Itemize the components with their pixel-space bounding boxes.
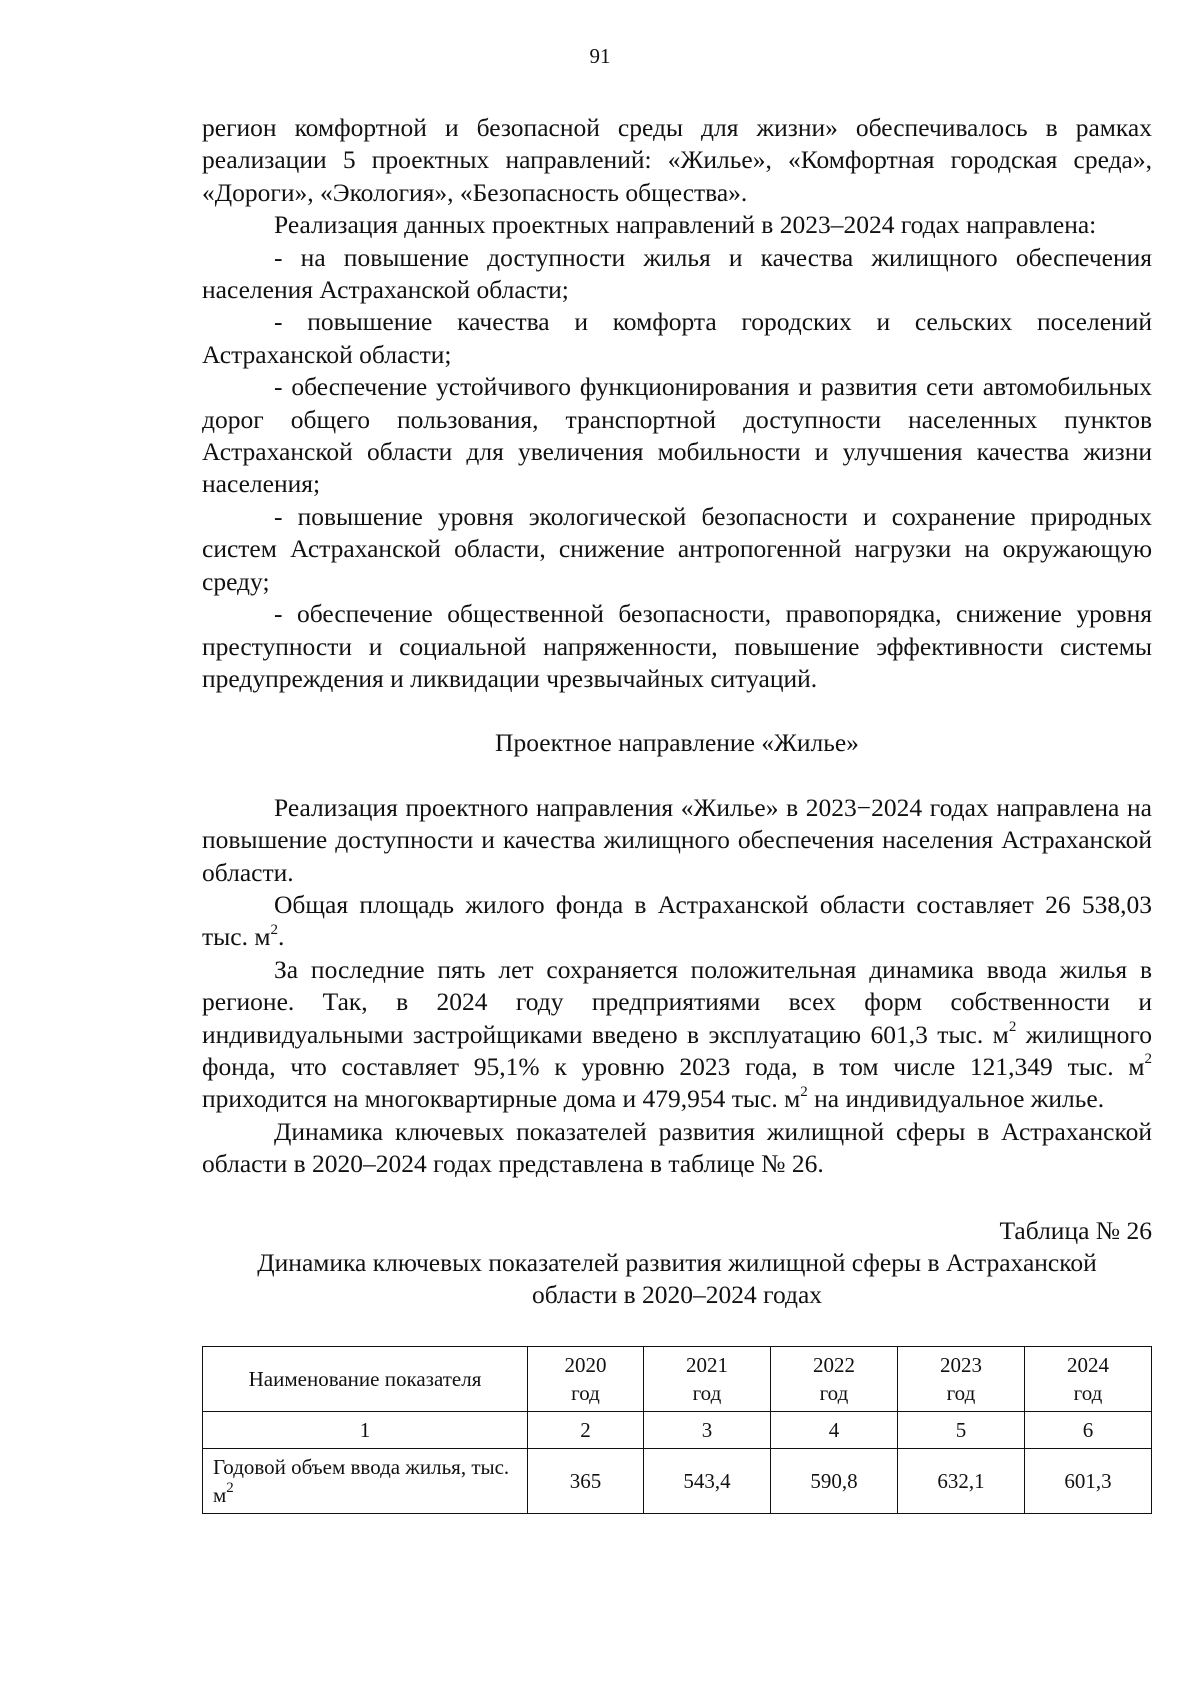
numbering-cell: 2 bbox=[528, 1411, 644, 1448]
header-year-cell: 2020 год bbox=[528, 1346, 644, 1411]
section-title: Проектное направление «Жилье» bbox=[495, 728, 859, 758]
dynamics-text-1: За последние пять лет сохраняется положительная динамика ввода жилья в регионе. Так, в 2024 году предприятиями всех форм собственности и индивидуальными застройщиками введено в эксплуатацию 601,3 тыс. м bbox=[202, 954, 1152, 1049]
indicators-table bbox=[202, 1346, 1152, 1514]
header-year-cell: 2021 год bbox=[643, 1346, 770, 1411]
section-paragraph-dynamics bbox=[202, 954, 1152, 1116]
header-year-cell: 2023 год bbox=[897, 1346, 1024, 1411]
bullet-urban-comfort: - повышение качества и комфорта городских и сельских поселений Астраханской области; bbox=[202, 307, 1152, 369]
bullet-roads: - обеспечение устойчивого функционирования и развития сети автомобильных дорог общего пользования, транспортной доступности населенных пунктов Астраханской области для увеличения мобильности и улучшения качества жизни населения; bbox=[202, 372, 1152, 499]
table-caption-number: Таблица № 26 bbox=[999, 1215, 1152, 1245]
numbering-cell: 5 bbox=[897, 1411, 1024, 1448]
header-year-cell: 2022 год bbox=[770, 1346, 897, 1411]
bullet-safety: - обеспечение общественной безопасности, правопорядка, снижение уровня преступности и социальной напряженности, повышение эффективности системы предупреждения и ликвидации чрезвычайных ситуаций. bbox=[202, 599, 1152, 693]
superscript: 2 bbox=[270, 921, 278, 938]
table-caption-title: Динамика ключевых показателей развития жилищной сферы в Астраханской области в 2020–2024 годах bbox=[257, 1248, 1097, 1310]
superscript: 2 bbox=[1144, 1051, 1152, 1068]
bullet-ecology: - повышение уровня экологической безопасности и сохранение природных систем Астраханской области, снижение антропогенной нагрузки на окружающую среду; bbox=[202, 501, 1152, 596]
dynamics-text-2: жилищного фонда, что составляет 95,1% к уровню 2023 года, в том числе 121,349 тыс. м bbox=[202, 1019, 1152, 1081]
numbering-cell: 4 bbox=[770, 1411, 897, 1448]
document-body bbox=[202, 112, 1152, 1514]
numbering-cell: 1 bbox=[203, 1411, 528, 1448]
section-paragraph-area bbox=[202, 889, 1152, 954]
header-year-cell: 2024 год bbox=[1024, 1346, 1151, 1411]
dynamics-text-4: на индивидуальное жилье. bbox=[807, 1084, 1105, 1114]
value-cell: 590,8 bbox=[770, 1448, 897, 1513]
table-numbering-row bbox=[203, 1411, 1152, 1448]
bullet-housing: - на повышение доступности жилья и качества жилищного обеспечения населения Астраханской области; bbox=[202, 242, 1152, 305]
numbering-cell: 6 bbox=[1024, 1411, 1151, 1448]
dynamics-text-3: приходится на многоквартирные дома и 479,954 тыс. м bbox=[202, 1084, 801, 1114]
section-paragraph-goal: Реализация проектного направления «Жилье» в 2023−2024 годах направлена на повышение доступности и качества жилищного обеспечения населения Астраханской области. bbox=[202, 792, 1152, 887]
header-name-cell: Наименование показателя bbox=[203, 1346, 528, 1411]
value-cell: 632,1 bbox=[897, 1448, 1024, 1513]
superscript: 2 bbox=[800, 1083, 808, 1100]
area-text: Общая площадь жилого фонда в Астраханской области составляет 26 538,03 тыс. м bbox=[202, 889, 1152, 952]
area-text-end: . bbox=[277, 922, 285, 952]
value-cell: 365 bbox=[528, 1448, 644, 1513]
value-cell: 543,4 bbox=[643, 1448, 770, 1513]
row-label-cell: Годовой объем ввода жилья, тыс. $м^2$ bbox=[203, 1448, 528, 1513]
superscript: 2 bbox=[1008, 1019, 1017, 1036]
numbering-cell: 3 bbox=[643, 1411, 770, 1448]
page-number: 91 bbox=[589, 44, 611, 68]
superscript: 2 bbox=[226, 1479, 234, 1496]
value-cell: 601,3 bbox=[1024, 1448, 1151, 1513]
paragraph-directions: Реализация данных проектных направлений в 2023–2024 годах направлена: bbox=[274, 210, 1097, 240]
section-paragraph-table-ref: Динамика ключевых показателей развития жилищной сферы в Астраханской области в 2020–2024 годах представлена в таблице № 26. bbox=[202, 1116, 1152, 1179]
table-header-row bbox=[203, 1346, 1152, 1411]
paragraph-intro: регион комфортной и безопасной среды для жизни» обеспечивалось в рамках реализации 5 проектных направлений: «Жилье», «Комфортная городская среда», «Дороги», «Экология», «Безопасность общества». bbox=[202, 113, 1152, 207]
table-row bbox=[203, 1448, 1152, 1513]
